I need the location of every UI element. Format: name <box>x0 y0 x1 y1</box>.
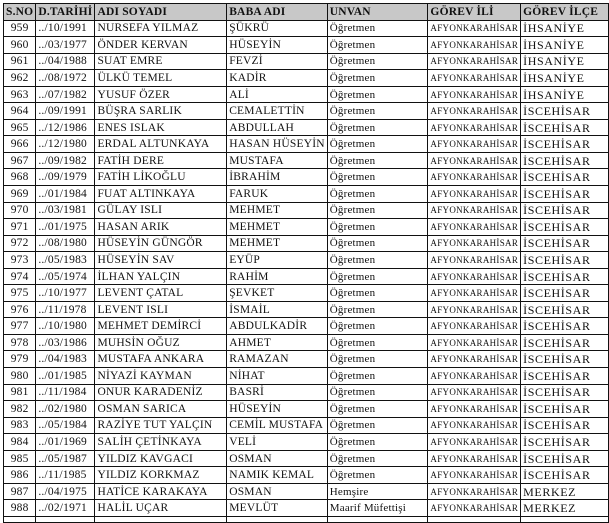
table-row <box>4 434 609 451</box>
table-row <box>4 417 609 434</box>
duty-district: İSCEHİSAR <box>521 103 609 120</box>
birth-date: ../10/1980 <box>36 318 95 335</box>
duty-province: AFYONKARAHİSAR <box>428 285 521 302</box>
job-title: Öğretmen <box>327 318 428 335</box>
duty-district: İHSANİYE <box>521 37 609 54</box>
row-number: 961 <box>4 53 36 70</box>
row-number: 976 <box>4 301 36 318</box>
full-name: İLHAN YALÇIN <box>95 268 227 285</box>
father-name: OSMAN <box>227 483 328 500</box>
duty-district: İSCEHİSAR <box>521 136 609 153</box>
row-number: 970 <box>4 202 36 219</box>
father-name: VELİ <box>227 434 328 451</box>
full-name: ONUR KARADENİZ <box>95 384 227 401</box>
cutoff-cell <box>327 516 428 522</box>
father-name: MEHMET <box>227 235 328 252</box>
table-row <box>4 136 609 153</box>
job-title: Öğretmen <box>327 202 428 219</box>
table-row <box>4 351 609 368</box>
cutoff-cell <box>4 516 36 522</box>
job-title: Öğretmen <box>327 285 428 302</box>
full-name: FATİH DERE <box>95 152 227 169</box>
duty-province: AFYONKARAHİSAR <box>428 450 521 467</box>
row-number: 978 <box>4 334 36 351</box>
birth-date: ../05/1987 <box>36 450 95 467</box>
table-row <box>4 318 609 335</box>
duty-province: AFYONKARAHİSAR <box>428 219 521 236</box>
full-name: HALİL UÇAR <box>95 500 227 517</box>
duty-district: İSCEHİSAR <box>521 434 609 451</box>
duty-province: AFYONKARAHİSAR <box>428 136 521 153</box>
row-number: 986 <box>4 467 36 484</box>
full-name: FATİH LİKOĞLU <box>95 169 227 186</box>
row-number: 981 <box>4 384 36 401</box>
duty-district: İSCEHİSAR <box>521 169 609 186</box>
birth-date: ../04/1975 <box>36 483 95 500</box>
birth-date: ../03/1986 <box>36 334 95 351</box>
duty-province: AFYONKARAHİSAR <box>428 500 521 517</box>
father-name: İBRAHİM <box>227 169 328 186</box>
full-name: MUSTAFA ANKARA <box>95 351 227 368</box>
job-title: Öğretmen <box>327 401 428 418</box>
row-number: 965 <box>4 119 36 136</box>
birth-date: ../10/1977 <box>36 285 95 302</box>
full-name: NURSEFA YILMAZ <box>95 20 227 37</box>
row-number: 985 <box>4 450 36 467</box>
birth-date: ../03/1981 <box>36 202 95 219</box>
job-title: Öğretmen <box>327 467 428 484</box>
full-name: LEVENT ÇATAL <box>95 285 227 302</box>
cutoff-cell <box>428 516 521 522</box>
header-cell: ADI SOYADI <box>95 4 227 21</box>
duty-province: AFYONKARAHİSAR <box>428 351 521 368</box>
father-name: RAMAZAN <box>227 351 328 368</box>
table-row <box>4 301 609 318</box>
father-name: NİHAT <box>227 368 328 385</box>
birth-date: ../08/1972 <box>36 70 95 87</box>
duty-province: AFYONKARAHİSAR <box>428 268 521 285</box>
table-row <box>4 20 609 37</box>
row-number: 975 <box>4 285 36 302</box>
father-name: CEMALETTİN <box>227 103 328 120</box>
birth-date: ../11/1985 <box>36 467 95 484</box>
birth-date: ../05/1974 <box>36 268 95 285</box>
father-name: AHMET <box>227 334 328 351</box>
duty-province: AFYONKARAHİSAR <box>428 103 521 120</box>
full-name: LEVENT ISLI <box>95 301 227 318</box>
document-page <box>3 3 609 523</box>
duty-district: İHSANİYE <box>521 70 609 87</box>
table-row <box>4 53 609 70</box>
row-number: 962 <box>4 70 36 87</box>
job-title: Öğretmen <box>327 235 428 252</box>
duty-province: AFYONKARAHİSAR <box>428 483 521 500</box>
table-row <box>4 401 609 418</box>
cutoff-row <box>4 516 609 522</box>
table-row <box>4 285 609 302</box>
full-name: ERDAL ALTUNKAYA <box>95 136 227 153</box>
table-row <box>4 103 609 120</box>
cutoff-cell <box>227 516 328 522</box>
father-name: HASAN HÜSEYİN <box>227 136 328 153</box>
row-number: 988 <box>4 500 36 517</box>
father-name: FEVZİ <box>227 53 328 70</box>
full-name: FUAT ALTINKAYA <box>95 186 227 203</box>
full-name: GÜLAY ISLI <box>95 202 227 219</box>
row-number: 982 <box>4 401 36 418</box>
job-title: Öğretmen <box>327 186 428 203</box>
row-number: 973 <box>4 252 36 269</box>
header-cell: UNVAN <box>327 4 428 21</box>
row-number: 964 <box>4 103 36 120</box>
duty-province: AFYONKARAHİSAR <box>428 86 521 103</box>
duty-district: İSCEHİSAR <box>521 334 609 351</box>
duty-district: İSCEHİSAR <box>521 252 609 269</box>
birth-date: ../09/1991 <box>36 103 95 120</box>
header-cell: GÖREV İLİ <box>428 4 521 21</box>
birth-date: ../11/1984 <box>36 384 95 401</box>
job-title: Öğretmen <box>327 169 428 186</box>
duty-province: AFYONKARAHİSAR <box>428 152 521 169</box>
duty-district: İSCEHİSAR <box>521 202 609 219</box>
duty-district: İSCEHİSAR <box>521 186 609 203</box>
full-name: MEHMET DEMİRCİ <box>95 318 227 335</box>
table-body <box>4 20 609 522</box>
duty-district: İSCEHİSAR <box>521 384 609 401</box>
duty-district: İSCEHİSAR <box>521 285 609 302</box>
birth-date: ../05/1983 <box>36 252 95 269</box>
father-name: MUSTAFA <box>227 152 328 169</box>
duty-district: İSCEHİSAR <box>521 318 609 335</box>
duty-district: İSCEHİSAR <box>521 301 609 318</box>
table-row <box>4 202 609 219</box>
father-name: FARUK <box>227 186 328 203</box>
job-title: Öğretmen <box>327 37 428 54</box>
duty-district: İSCEHİSAR <box>521 152 609 169</box>
job-title: Öğretmen <box>327 334 428 351</box>
duty-district: İSCEHİSAR <box>521 268 609 285</box>
birth-date: ../01/1975 <box>36 219 95 236</box>
duty-district: İSCEHİSAR <box>521 401 609 418</box>
full-name: YILDIZ KORKMAZ <box>95 467 227 484</box>
table-row <box>4 86 609 103</box>
header-cell: D.TARİHİ <box>36 4 95 21</box>
father-name: MEVLÜT <box>227 500 328 517</box>
birth-date: ../04/1988 <box>36 53 95 70</box>
birth-date: ../02/1971 <box>36 500 95 517</box>
duty-district: İSCEHİSAR <box>521 235 609 252</box>
row-number: 968 <box>4 169 36 186</box>
father-name: OSMAN <box>227 450 328 467</box>
duty-district: İHSANİYE <box>521 53 609 70</box>
duty-province: AFYONKARAHİSAR <box>428 252 521 269</box>
job-title: Öğretmen <box>327 103 428 120</box>
duty-district: İSCEHİSAR <box>521 368 609 385</box>
duty-district: İSCEHİSAR <box>521 351 609 368</box>
full-name: SUAT EMRE <box>95 53 227 70</box>
job-title: Öğretmen <box>327 119 428 136</box>
job-title: Öğretmen <box>327 450 428 467</box>
full-name: MUHSİN OĞUZ <box>95 334 227 351</box>
father-name: KADİR <box>227 70 328 87</box>
table-row <box>4 152 609 169</box>
row-number: 974 <box>4 268 36 285</box>
duty-province: AFYONKARAHİSAR <box>428 119 521 136</box>
birth-date: ../07/1982 <box>36 86 95 103</box>
cutoff-cell <box>95 516 227 522</box>
full-name: NİYAZİ KAYMAN <box>95 368 227 385</box>
table-row <box>4 119 609 136</box>
father-name: ABDULLAH <box>227 119 328 136</box>
birth-date: ../09/1979 <box>36 169 95 186</box>
duty-province: AFYONKARAHİSAR <box>428 186 521 203</box>
row-number: 969 <box>4 186 36 203</box>
job-title: Öğretmen <box>327 86 428 103</box>
father-name: ŞÜKRÜ <box>227 20 328 37</box>
row-number: 984 <box>4 434 36 451</box>
job-title: Öğretmen <box>327 351 428 368</box>
job-title: Öğretmen <box>327 417 428 434</box>
duty-province: AFYONKARAHİSAR <box>428 53 521 70</box>
personnel-table <box>3 3 609 523</box>
father-name: ALİ <box>227 86 328 103</box>
row-number: 987 <box>4 483 36 500</box>
job-title: Öğretmen <box>327 136 428 153</box>
father-name: İSMAİL <box>227 301 328 318</box>
table-row <box>4 500 609 517</box>
father-name: ŞEVKET <box>227 285 328 302</box>
birth-date: ../03/1977 <box>36 37 95 54</box>
full-name: RAZİYE TUT YALÇIN <box>95 417 227 434</box>
father-name: BASRİ <box>227 384 328 401</box>
full-name: SALİH ÇETİNKAYA <box>95 434 227 451</box>
duty-district: MERKEZ <box>521 483 609 500</box>
full-name: YILDIZ KAVGACI <box>95 450 227 467</box>
duty-province: AFYONKARAHİSAR <box>428 401 521 418</box>
row-number: 966 <box>4 136 36 153</box>
row-number: 977 <box>4 318 36 335</box>
table-row <box>4 169 609 186</box>
row-number: 960 <box>4 37 36 54</box>
birth-date: ../08/1980 <box>36 235 95 252</box>
row-number: 963 <box>4 86 36 103</box>
duty-district: İHSANİYE <box>521 86 609 103</box>
father-name: NAMIK KEMAL <box>227 467 328 484</box>
table-row <box>4 384 609 401</box>
duty-province: AFYONKARAHİSAR <box>428 467 521 484</box>
full-name: ENES ISLAK <box>95 119 227 136</box>
row-number: 967 <box>4 152 36 169</box>
table-row <box>4 450 609 467</box>
table-row <box>4 268 609 285</box>
duty-province: AFYONKARAHİSAR <box>428 334 521 351</box>
father-name: ABDULKADİR <box>227 318 328 335</box>
father-name: HÜSEYİN <box>227 401 328 418</box>
row-number: 971 <box>4 219 36 236</box>
table-row <box>4 467 609 484</box>
job-title: Öğretmen <box>327 301 428 318</box>
full-name: YUSUF ÖZER <box>95 86 227 103</box>
duty-district: İSCEHİSAR <box>521 450 609 467</box>
row-number: 980 <box>4 368 36 385</box>
table-row <box>4 368 609 385</box>
job-title: Öğretmen <box>327 252 428 269</box>
job-title: Hemşire <box>327 483 428 500</box>
father-name: MEHMET <box>227 202 328 219</box>
duty-province: AFYONKARAHİSAR <box>428 169 521 186</box>
birth-date: ../02/1980 <box>36 401 95 418</box>
full-name: HÜSEYİN SAV <box>95 252 227 269</box>
job-title: Öğretmen <box>327 219 428 236</box>
duty-province: AFYONKARAHİSAR <box>428 417 521 434</box>
full-name: HATİCE KARAKAYA <box>95 483 227 500</box>
full-name: OSMAN SARICA <box>95 401 227 418</box>
table-row <box>4 334 609 351</box>
duty-province: AFYONKARAHİSAR <box>428 37 521 54</box>
row-number: 972 <box>4 235 36 252</box>
job-title: Öğretmen <box>327 268 428 285</box>
job-title: Öğretmen <box>327 20 428 37</box>
table-row <box>4 70 609 87</box>
table-row <box>4 483 609 500</box>
full-name: HASAN ARIK <box>95 219 227 236</box>
duty-district: İSCEHİSAR <box>521 467 609 484</box>
duty-province: AFYONKARAHİSAR <box>428 434 521 451</box>
father-name: RAHİM <box>227 268 328 285</box>
row-number: 983 <box>4 417 36 434</box>
birth-date: ../05/1984 <box>36 417 95 434</box>
header-row <box>4 4 609 21</box>
duty-province: AFYONKARAHİSAR <box>428 301 521 318</box>
job-title: Öğretmen <box>327 53 428 70</box>
job-title: Maarif Müfettişi <box>327 500 428 517</box>
duty-district: İSCEHİSAR <box>521 219 609 236</box>
job-title: Öğretmen <box>327 368 428 385</box>
duty-province: AFYONKARAHİSAR <box>428 70 521 87</box>
father-name: CEMİL MUSTAFA <box>227 417 328 434</box>
birth-date: ../01/1985 <box>36 368 95 385</box>
table-row <box>4 219 609 236</box>
header-cell: GÖREV İLÇE <box>521 4 609 21</box>
birth-date: ../12/1986 <box>36 119 95 136</box>
duty-district: MERKEZ <box>521 500 609 517</box>
birth-date: ../12/1980 <box>36 136 95 153</box>
row-number: 979 <box>4 351 36 368</box>
table-row <box>4 186 609 203</box>
cutoff-cell <box>36 516 95 522</box>
table-row <box>4 235 609 252</box>
header-cell: BABA ADI <box>227 4 328 21</box>
duty-district: İHSANİYE <box>521 20 609 37</box>
job-title: Öğretmen <box>327 70 428 87</box>
birth-date: ../04/1983 <box>36 351 95 368</box>
job-title: Öğretmen <box>327 152 428 169</box>
job-title: Öğretmen <box>327 434 428 451</box>
birth-date: ../01/1984 <box>36 186 95 203</box>
birth-date: ../10/1991 <box>36 20 95 37</box>
father-name: MEHMET <box>227 219 328 236</box>
birth-date: ../01/1969 <box>36 434 95 451</box>
father-name: EYÜP <box>227 252 328 269</box>
job-title: Öğretmen <box>327 384 428 401</box>
duty-province: AFYONKARAHİSAR <box>428 384 521 401</box>
full-name: HÜSEYİN GÜNGÖR <box>95 235 227 252</box>
duty-district: İSCEHİSAR <box>521 417 609 434</box>
duty-district: İSCEHİSAR <box>521 119 609 136</box>
father-name: HÜSEYİN <box>227 37 328 54</box>
row-number: 959 <box>4 20 36 37</box>
header-cell: S.NO <box>4 4 36 21</box>
birth-date: ../11/1978 <box>36 301 95 318</box>
duty-province: AFYONKARAHİSAR <box>428 202 521 219</box>
duty-province: AFYONKARAHİSAR <box>428 20 521 37</box>
duty-province: AFYONKARAHİSAR <box>428 368 521 385</box>
full-name: ÖNDER KERVAN <box>95 37 227 54</box>
table-row <box>4 252 609 269</box>
duty-province: AFYONKARAHİSAR <box>428 318 521 335</box>
cutoff-cell <box>521 516 609 522</box>
birth-date: ../09/1982 <box>36 152 95 169</box>
full-name: BÜŞRA SARLIK <box>95 103 227 120</box>
table-row <box>4 37 609 54</box>
full-name: ÜLKÜ TEMEL <box>95 70 227 87</box>
duty-province: AFYONKARAHİSAR <box>428 235 521 252</box>
